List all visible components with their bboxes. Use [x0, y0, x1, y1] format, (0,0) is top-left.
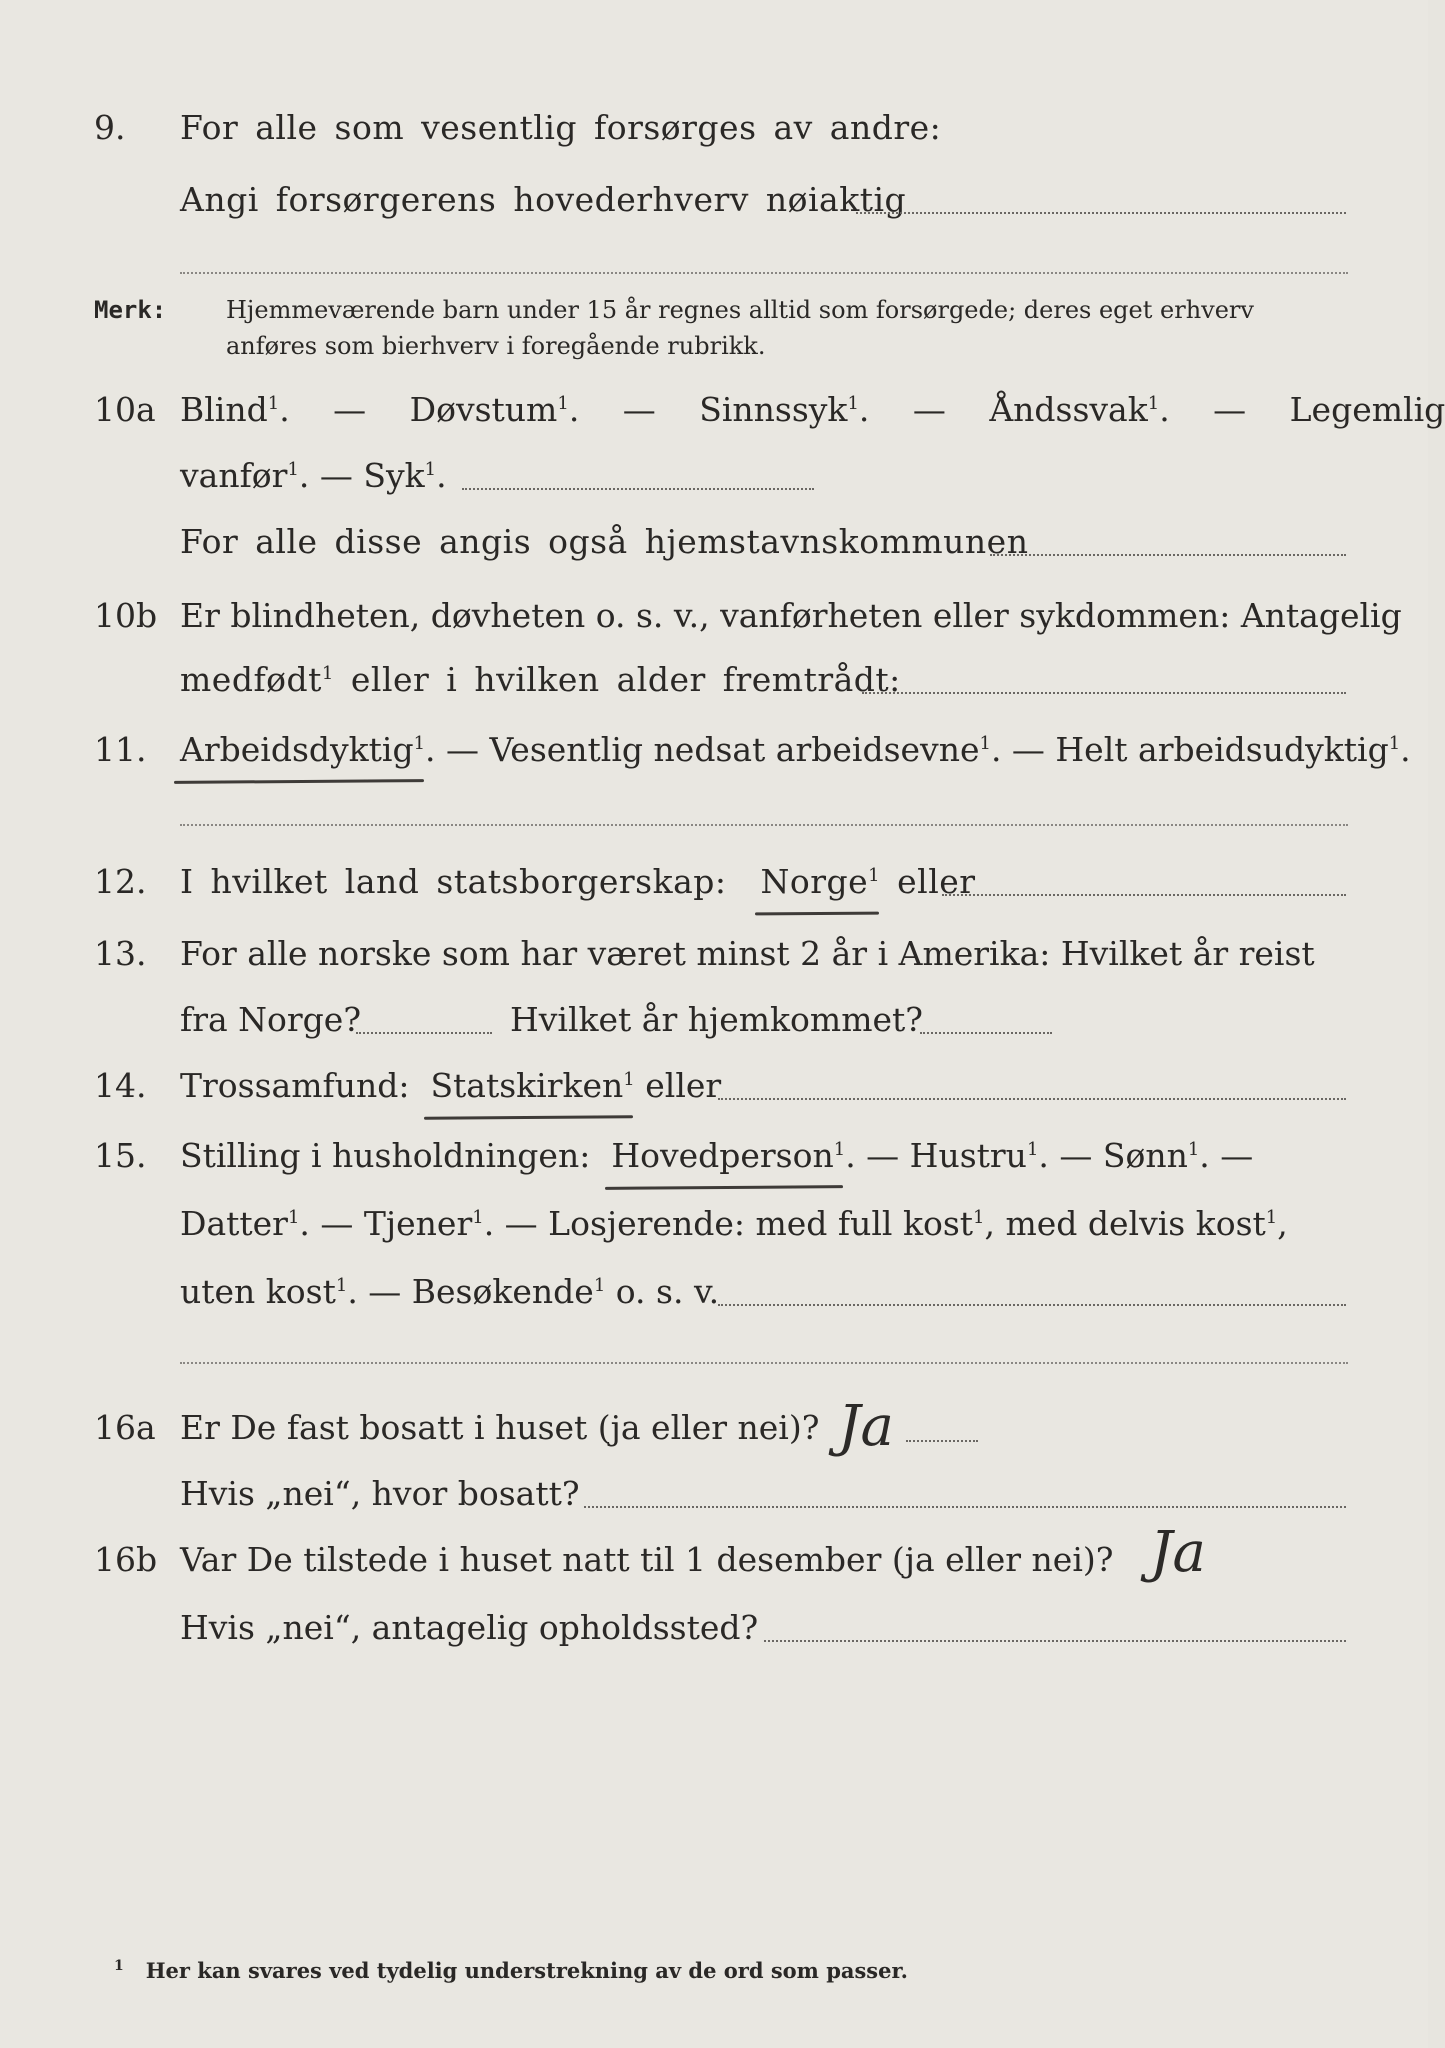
option-arbeidsdyktig-underlined[interactable]: Arbeidsdyktig	[180, 730, 414, 769]
answer-line[interactable]	[942, 894, 1346, 896]
answer-line[interactable]	[180, 824, 1348, 826]
question-number: 11.	[94, 730, 147, 769]
option-syk[interactable]: Syk	[363, 456, 425, 495]
question-text: Hvis „nei“, antagelig opholdssted?	[180, 1608, 759, 1647]
note-text: Hjemmeværende barn under 15 år regnes alltid som forsørgede; deres eget erhverv	[226, 296, 1254, 324]
question-text: uten kost$^1$. — Besøkende$^1$ o. s. v.	[180, 1272, 720, 1311]
answer-line[interactable]	[718, 1098, 1346, 1100]
question-number: 9.	[94, 108, 126, 147]
question-text: For alle norske som har været minst 2 år i Amerika: Hvilket år reist	[180, 934, 1315, 973]
answer-line[interactable]	[718, 1304, 1346, 1306]
footnote-text: Her kan svares ved tydelig understrekning av de ord som passer.	[145, 1958, 908, 1983]
question-text: Er De fast bosatt i huset (ja eller nei)?	[180, 1408, 820, 1447]
question-number: 16b	[94, 1540, 158, 1579]
answer-line[interactable]	[180, 1362, 1348, 1364]
question-text: I hvilket land statsborgerskap: Norge$^1$ eller	[180, 862, 976, 901]
question-number: 15.	[94, 1136, 147, 1175]
question-text: Var De tilstede i huset natt til 1 desember (ja eller nei)?	[180, 1540, 1114, 1579]
question-text: For alle disse angis også hjemstavnskommunen	[180, 522, 1029, 561]
note-label: Merk:	[94, 296, 167, 324]
question-number: 13.	[94, 934, 147, 973]
question-text: For alle som vesentlig forsørges av andre:	[180, 108, 942, 147]
option-dovstum[interactable]: Døvstum	[409, 390, 558, 429]
question-text: Arbeidsdyktig$^1$. — Vesentlig nedsat arbeidsevne$^1$. — Helt arbeidsudyktig$^1$.	[180, 730, 1411, 769]
answer-line[interactable]	[920, 1032, 1052, 1034]
question-text: Hvilket år hjemkommet?	[510, 1000, 923, 1039]
question-text: Er blindheten, døvheten o. s. v., vanførheten eller sykdommen: Antagelig	[180, 596, 1402, 635]
answer-line[interactable]	[856, 212, 1346, 214]
footnote-mark: 1	[114, 1958, 124, 1974]
footnote	[114, 1958, 908, 1983]
question-number: 16a	[94, 1408, 156, 1447]
question-number: 10b	[94, 596, 158, 635]
handwritten-answer: Ja	[838, 1394, 894, 1459]
answer-line[interactable]	[356, 1032, 492, 1034]
question-text: Hvis „nei“, hvor bosatt?	[180, 1474, 580, 1513]
question-text: Stilling i husholdningen: Hovedperson$^1$. — Hustru$^1$. — Sønn$^1$. —	[180, 1136, 1254, 1175]
question-number: 12.	[94, 862, 147, 901]
question-text: medfødt$^1$ eller i hvilken alder fremtrådt:	[180, 660, 901, 699]
answer-line[interactable]	[584, 1506, 1346, 1508]
option-statskirken-underlined[interactable]: Statskirken	[430, 1066, 624, 1105]
option-medfodt[interactable]: medfødt	[180, 660, 322, 699]
answer-line[interactable]	[462, 488, 814, 490]
answer-line[interactable]	[764, 1640, 1346, 1642]
question-text: fra Norge?	[180, 1000, 362, 1039]
question-text: vanfør$^1$. — Syk$^1$.	[180, 456, 447, 495]
question-text: Angi forsørgerens hovederhverv nøiaktig	[180, 180, 907, 219]
option-norge-underlined[interactable]: Norge	[760, 862, 869, 901]
question-text: Datter$^1$. — Tjener$^1$. — Losjerende: med full kost$^1$, med delvis kost$^1$,	[180, 1204, 1288, 1243]
question-number: 14.	[94, 1066, 147, 1105]
note-text: anføres som bierhverv i foregående rubrikk.	[226, 332, 766, 360]
answer-line[interactable]	[180, 272, 1348, 274]
answer-line[interactable]	[862, 692, 1346, 694]
option-hovedperson-underlined[interactable]: Hovedperson	[611, 1136, 834, 1175]
handwritten-answer: Ja	[1150, 1520, 1206, 1585]
answer-line[interactable]	[906, 1440, 978, 1442]
question-number: 10a	[94, 390, 156, 429]
option-legemlig[interactable]: Legemlig	[1289, 390, 1445, 429]
question-text: Trossamfund: Statskirken$^1$ eller	[180, 1066, 722, 1105]
option-sinnssyk[interactable]: Sinnssyk	[699, 390, 848, 429]
question-text: Blind$^1$. — Døvstum$^1$. — Sinnssyk$^1$. — Åndssvak$^1$. — Legemlig	[180, 390, 1445, 429]
option-blind[interactable]: Blind	[180, 390, 268, 429]
answer-line[interactable]	[990, 554, 1346, 556]
option-andssvak[interactable]: Åndssvak	[989, 390, 1148, 429]
option-vanfor[interactable]: vanfør	[180, 456, 288, 495]
